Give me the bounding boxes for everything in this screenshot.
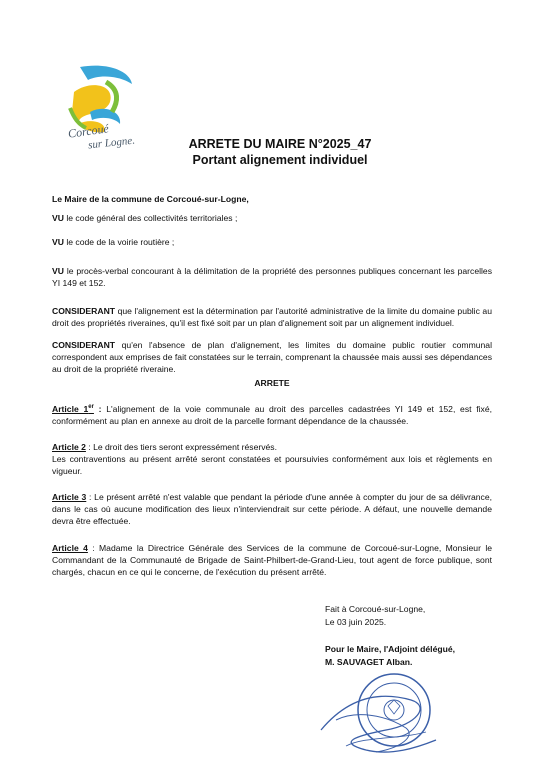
vu-paragraph-3 — [52, 265, 492, 289]
vu-paragraph-2 — [52, 236, 492, 248]
vu-keyword: VU — [52, 213, 64, 223]
document-title: ARRETE DU MAIRE N°2025_47 — [188, 137, 372, 151]
article-2 — [52, 441, 492, 477]
signature-role: Pour le Maire, l'Adjoint délégué, — [325, 644, 456, 654]
article-3-text: : Le présent arrêté n'est valable que pendant la période d'une année à compter du jour de sa délivrance, dans le cas où aucune modification des lieux n'interviendrait sur cette période. A défaut, une nouvelle demande devra être effectuée. — [52, 492, 492, 526]
considerant-text: que l'alignement est la détermination par l'autorité administrative de la limite du domaine public au droit des propriétés riveraines, qu'il est fixé soit par un plan d'alignement soit par un alignement individuel. — [52, 306, 492, 328]
considerant-keyword: CONSIDERANT — [52, 340, 116, 350]
vu-paragraph-1 — [52, 212, 492, 224]
intro-text: Le Maire de la commune de Corcoué-sur-Logne, — [52, 194, 249, 204]
signature-place: Fait à Corcoué-sur-Logne, — [325, 604, 426, 614]
article-4-text: : Madame la Directrice Générale des Services de la commune de Corcoué-sur-Logne, Monsieur le Commandant de la Communauté de Brigade de Saint-Philbert-de-Grand-Lieu, tout agent de force publique, sont chargés, chacun en ce qui le concerne, de l'exécution du présent arrêté. — [52, 543, 493, 577]
considerant-paragraph-2 — [52, 339, 492, 375]
considerant-keyword: CONSIDERANT — [52, 306, 116, 316]
logo-text-line1: Corcoué — [67, 121, 110, 141]
document-subtitle: Portant alignement individuel — [192, 153, 368, 167]
vu-text: le code de la voirie routière ; — [63, 237, 175, 247]
article-1-superscript: er — [88, 404, 94, 410]
arrete-heading: ARRETE — [254, 378, 290, 388]
vu-keyword: VU — [52, 237, 64, 247]
signature-name: M. SAUVAGET Alban. — [325, 657, 413, 667]
vu-text: le procès-verbal concourant à la délimitation de la propriété des personnes publiques concernant les parcelles YI 149 et 152. — [52, 266, 492, 288]
article-2-label: Article 2 — [52, 442, 86, 452]
article-1-keyword: Article 1 — [52, 403, 89, 414]
article-1-colon: : — [93, 403, 102, 414]
article-4-label: Article 4 — [52, 543, 88, 553]
article-4 — [52, 542, 492, 578]
considerant-paragraph-1 — [52, 305, 492, 329]
article-3-label: Article 3 — [52, 492, 87, 502]
article-2-text-2: Les contraventions au présent arrêté seront constatées et poursuivies conformément aux lois et règlements en vigueur. — [52, 454, 492, 476]
article-3 — [52, 491, 492, 527]
article-1 — [52, 401, 492, 427]
vu-keyword: VU — [52, 266, 64, 276]
article-1-text: L'alignement de la voie communale au droit des parcelles cadastrées YI 149 et 152, est fixé, conformément au plan en annexe au droit de la parcelle formant dépendance de la chaussée. — [52, 403, 493, 426]
considerant-text: qu'en l'absence de plan d'alignement, les limites du domaine public routier communal correspondent aux emprises de fait constatées sur le terrain, comprenant la chaussée mais aussi ses dépendances au droit de la propriété riveraine. — [52, 340, 492, 374]
article-1-label — [52, 404, 94, 414]
intro-paragraph — [52, 193, 492, 205]
article-2-text: : Le droit des tiers seront expressément réservés. — [85, 442, 277, 452]
official-seal-and-signature — [316, 670, 446, 765]
signature-date: Le 03 juin 2025. — [325, 617, 387, 627]
vu-text: le code général des collectivités territoriales ; — [63, 213, 238, 223]
logo-text-line2: sur Logne. — [87, 134, 136, 152]
